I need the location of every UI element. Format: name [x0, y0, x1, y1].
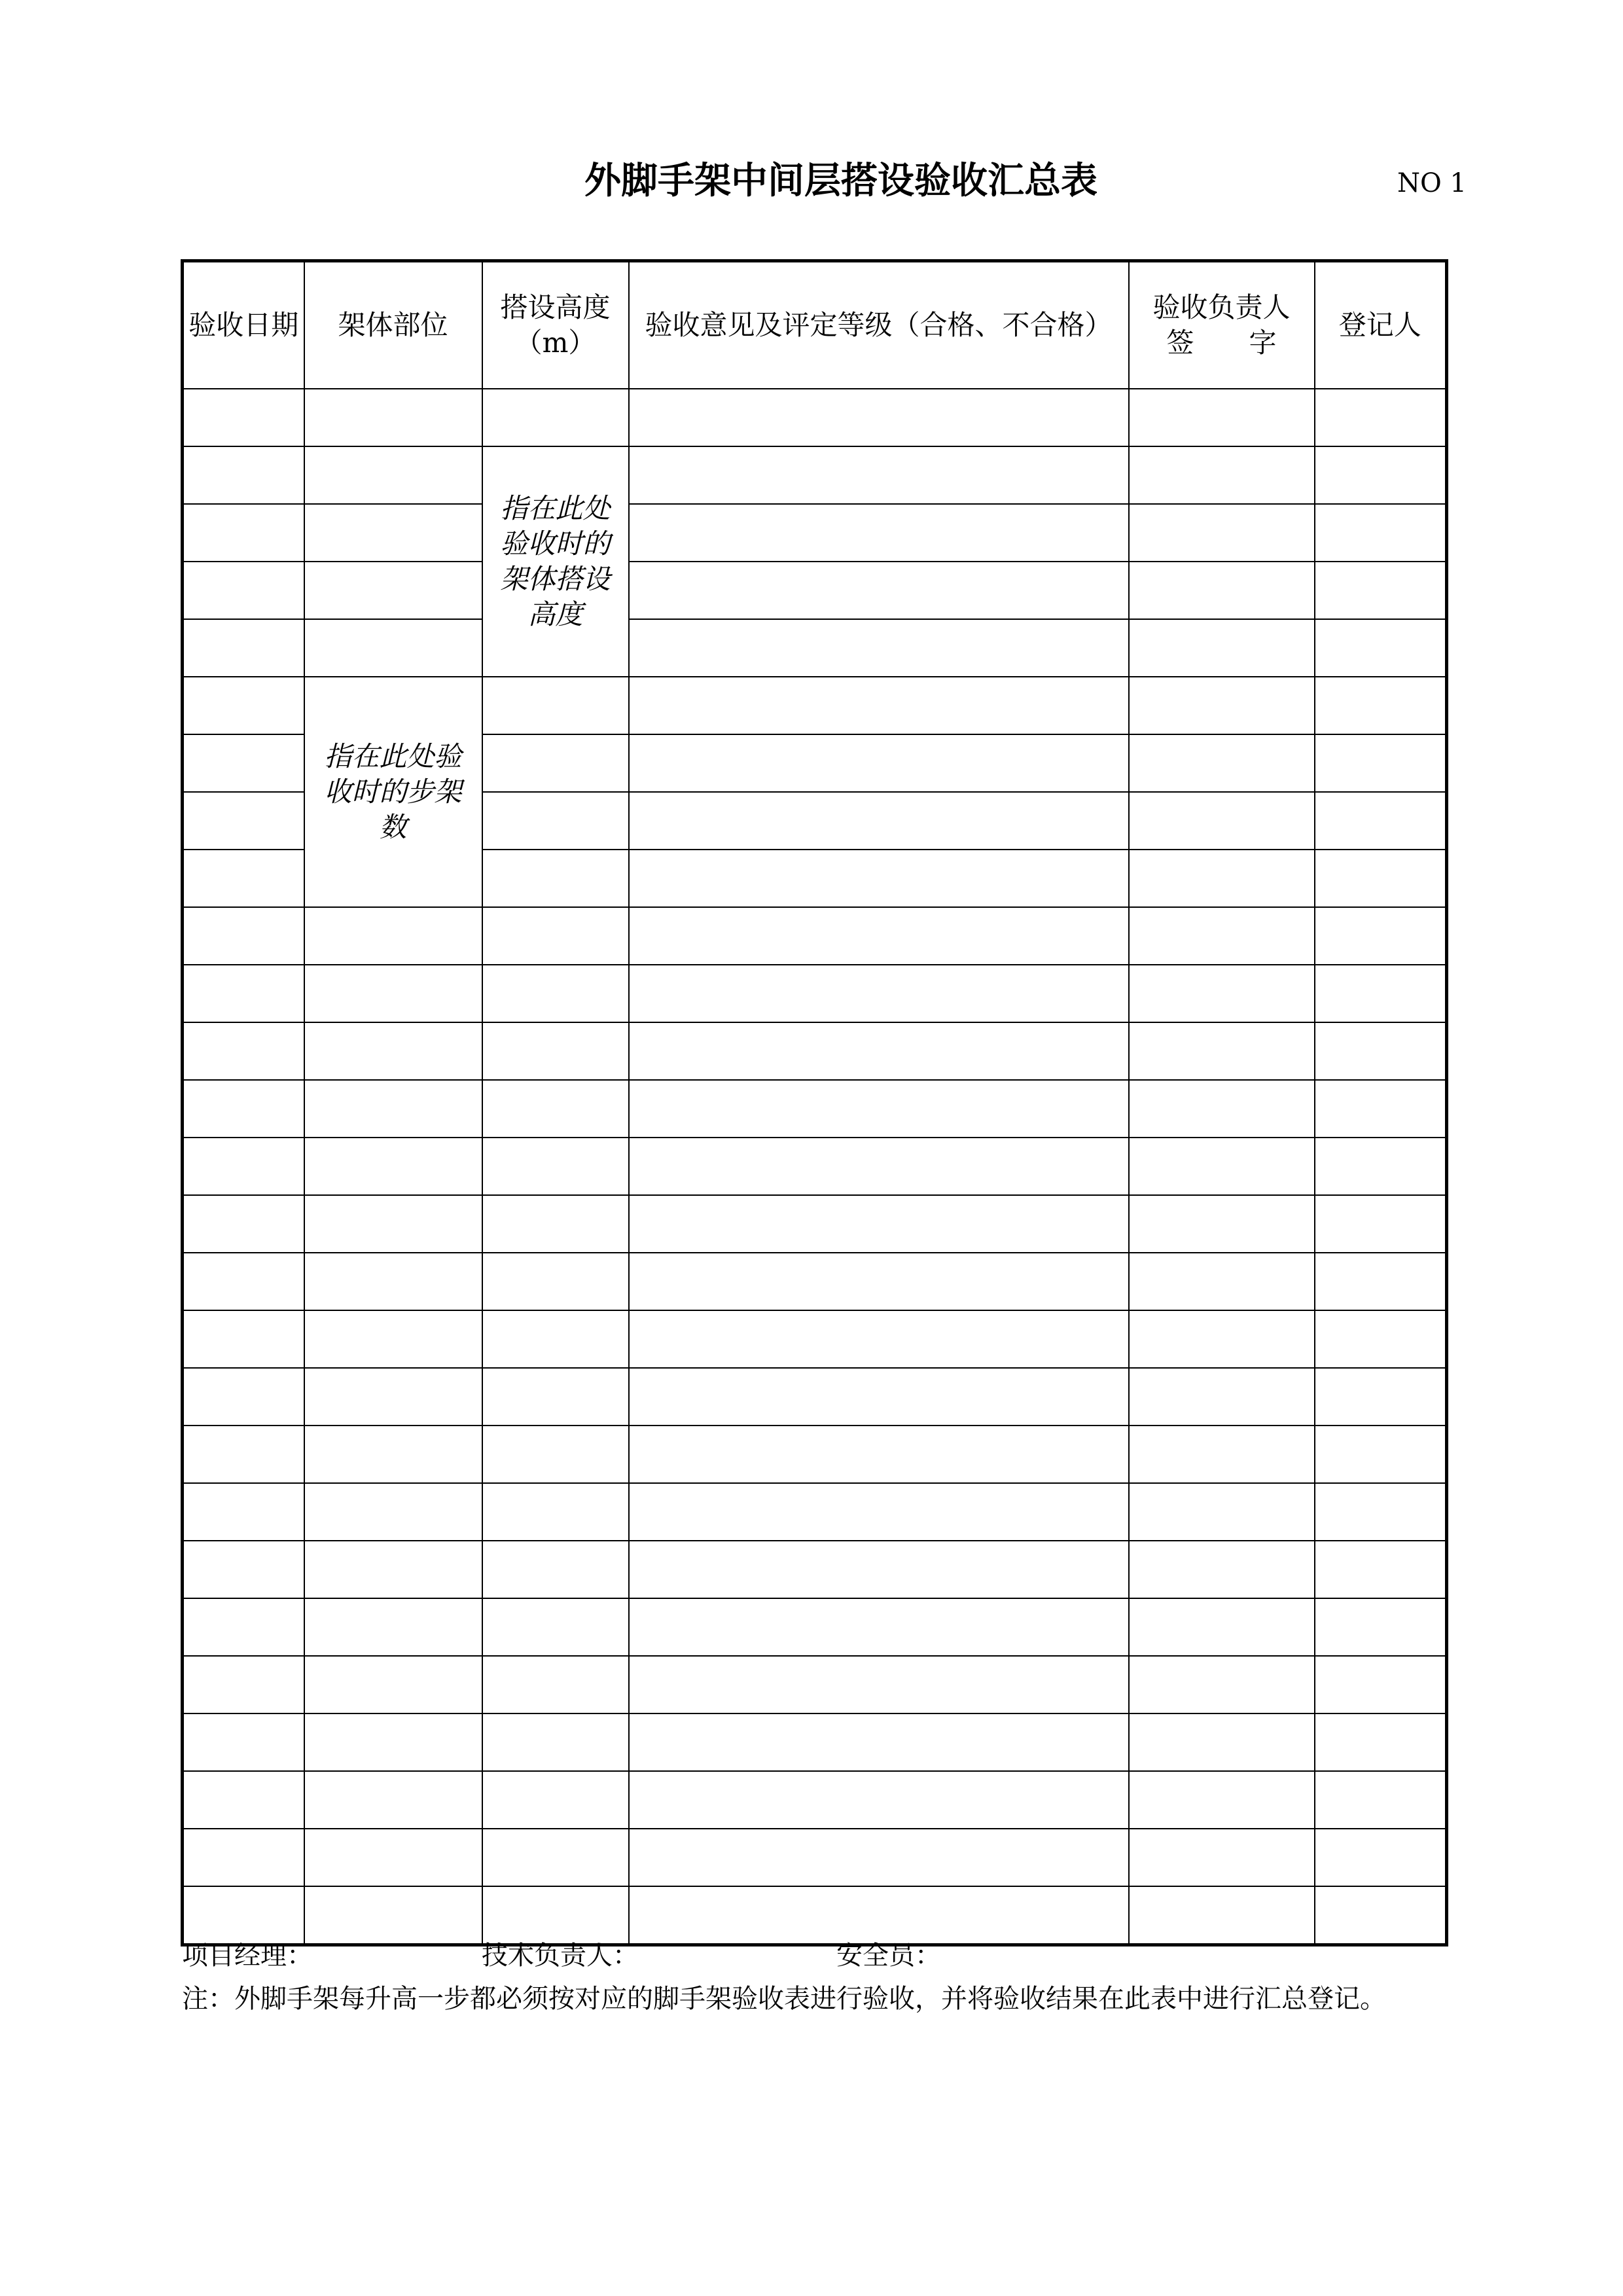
table-row [183, 1656, 1447, 1713]
table-cell[interactable] [629, 1368, 1129, 1426]
table-cell[interactable] [183, 1368, 304, 1426]
table-cell[interactable] [183, 734, 304, 792]
table-cell[interactable] [304, 1886, 482, 1945]
header-date: 验收日期 [183, 261, 304, 389]
table-row [183, 1080, 1447, 1138]
table-cell[interactable] [1315, 1598, 1447, 1656]
location-note-cell [304, 677, 482, 907]
table-cell[interactable] [1129, 1541, 1315, 1598]
table-cell[interactable] [482, 850, 629, 907]
table-row [183, 677, 1447, 734]
table-cell[interactable] [629, 1080, 1129, 1138]
table-cell[interactable] [183, 389, 304, 446]
table-cell[interactable] [629, 1426, 1129, 1483]
table-cell[interactable] [304, 446, 482, 504]
table-cell[interactable] [482, 1368, 629, 1426]
table-cell[interactable] [629, 562, 1129, 619]
table-cell[interactable] [1129, 1368, 1315, 1426]
table-cell[interactable] [1315, 1022, 1447, 1080]
table-cell[interactable] [1315, 734, 1447, 792]
table-cell[interactable] [304, 1022, 482, 1080]
table-cell[interactable] [183, 1195, 304, 1253]
table-cell[interactable] [1129, 389, 1315, 446]
table-cell[interactable] [304, 504, 482, 562]
project-manager-label: 项目经理： [182, 1941, 313, 1971]
table-cell[interactable] [183, 907, 304, 965]
summary-table [181, 259, 1448, 1946]
table-cell[interactable] [629, 446, 1129, 504]
table-cell[interactable] [304, 1426, 482, 1483]
table-cell[interactable] [1129, 1426, 1315, 1483]
table-cell[interactable] [1129, 1253, 1315, 1310]
table-cell[interactable] [304, 1368, 482, 1426]
table-cell[interactable] [304, 965, 482, 1022]
table-cell[interactable] [1129, 1771, 1315, 1829]
table-cell[interactable] [304, 1080, 482, 1138]
header-location: 架体部位 [304, 261, 482, 389]
table-row [183, 1829, 1447, 1886]
table-cell[interactable] [1129, 1483, 1315, 1541]
table-cell[interactable] [629, 1310, 1129, 1368]
table-cell[interactable] [304, 1829, 482, 1886]
table-cell[interactable] [1315, 850, 1447, 907]
table-cell[interactable] [482, 1022, 629, 1080]
table-cell[interactable] [183, 1310, 304, 1368]
table-row [183, 446, 1447, 504]
table-cell[interactable] [183, 1138, 304, 1195]
table-cell[interactable] [482, 965, 629, 1022]
table-cell[interactable] [1315, 562, 1447, 619]
table-cell[interactable] [1315, 1771, 1447, 1829]
table-cell[interactable] [482, 907, 629, 965]
table-cell[interactable] [1315, 1368, 1447, 1426]
table-cell[interactable] [1129, 1080, 1315, 1138]
table-cell[interactable] [482, 1253, 629, 1310]
table-cell[interactable] [629, 1541, 1129, 1598]
table-cell[interactable] [482, 1829, 629, 1886]
table-cell[interactable] [1129, 1829, 1315, 1886]
table-cell[interactable] [1315, 504, 1447, 562]
table-row [183, 1886, 1447, 1945]
table-row [183, 1713, 1447, 1771]
table-cell[interactable] [482, 1138, 629, 1195]
table-cell[interactable] [1315, 1426, 1447, 1483]
table-cell[interactable] [304, 619, 482, 677]
table-row [183, 619, 1447, 677]
table-cell[interactable] [482, 1598, 629, 1656]
tech-lead-label: 技术负责人： [482, 1941, 639, 1971]
table-cell[interactable] [183, 1080, 304, 1138]
table-cell[interactable] [1315, 619, 1447, 677]
table-cell[interactable] [482, 1713, 629, 1771]
table-cell[interactable] [1129, 1195, 1315, 1253]
header-height-unit: （m） [514, 327, 596, 359]
table-cell[interactable] [482, 677, 629, 734]
table-cell[interactable] [1129, 792, 1315, 850]
table-cell[interactable] [482, 792, 629, 850]
table-cell[interactable] [629, 619, 1129, 677]
table-cell[interactable] [629, 1483, 1129, 1541]
table-cell[interactable] [1129, 562, 1315, 619]
header-height-label: 搭设高度 [500, 291, 611, 323]
table-cell[interactable] [183, 1541, 304, 1598]
table-cell[interactable] [183, 504, 304, 562]
table-cell[interactable] [629, 792, 1129, 850]
table-cell[interactable] [629, 1771, 1129, 1829]
table-cell[interactable] [629, 389, 1129, 446]
table-cell[interactable] [1129, 850, 1315, 907]
table-cell[interactable] [482, 1771, 629, 1829]
table-cell[interactable] [183, 1656, 304, 1713]
table-row [183, 1195, 1447, 1253]
table-cell[interactable] [304, 389, 482, 446]
table-cell[interactable] [1129, 1310, 1315, 1368]
table-cell[interactable] [1315, 1253, 1447, 1310]
table-row [183, 1483, 1447, 1541]
table-cell[interactable] [183, 677, 304, 734]
header-registrar: 登记人 [1315, 261, 1447, 389]
table-cell[interactable] [1315, 1080, 1447, 1138]
table-cell[interactable] [629, 850, 1129, 907]
table-row [183, 1771, 1447, 1829]
table-cell[interactable] [629, 1195, 1129, 1253]
table-cell[interactable] [482, 1541, 629, 1598]
table-cell[interactable] [183, 1713, 304, 1771]
table-cell[interactable] [629, 1656, 1129, 1713]
table-cell[interactable] [1315, 1829, 1447, 1886]
table-cell[interactable] [482, 1310, 629, 1368]
table-cell[interactable] [629, 965, 1129, 1022]
table-cell[interactable] [304, 1771, 482, 1829]
table-cell[interactable] [304, 1656, 482, 1713]
header-signer [1129, 261, 1315, 389]
height-note: 指在此处验收时的架体搭设高度 [500, 492, 611, 630]
table-cell[interactable] [183, 619, 304, 677]
table-cell[interactable] [482, 1195, 629, 1253]
table-cell[interactable] [629, 907, 1129, 965]
table-row [183, 1022, 1447, 1080]
table-cell[interactable] [1315, 1138, 1447, 1195]
table-cell[interactable] [1129, 1713, 1315, 1771]
form-number: NO 1 [1397, 168, 1467, 198]
table-row [183, 1310, 1447, 1368]
table-cell[interactable] [183, 1598, 304, 1656]
table-cell[interactable] [1315, 446, 1447, 504]
table-cell[interactable] [629, 1022, 1129, 1080]
table-row [183, 965, 1447, 1022]
table-cell[interactable] [183, 850, 304, 907]
table-cell[interactable] [482, 1656, 629, 1713]
header-opinion: 验收意见及评定等级（合格、不合格） [629, 261, 1129, 389]
table-cell[interactable] [304, 907, 482, 965]
table-cell[interactable] [1315, 792, 1447, 850]
table-cell[interactable] [183, 562, 304, 619]
table-cell[interactable] [304, 1483, 482, 1541]
table-header-row [183, 261, 1447, 389]
table-cell[interactable] [1129, 1886, 1315, 1945]
table-cell[interactable] [629, 677, 1129, 734]
table-cell[interactable] [1129, 677, 1315, 734]
table-cell[interactable] [1315, 1713, 1447, 1771]
table-cell[interactable] [183, 792, 304, 850]
table-cell[interactable] [304, 562, 482, 619]
page-title: 外脚手架中间层搭设验收汇总表 [584, 159, 1097, 202]
header-signer-label: 验收负责人 [1152, 291, 1291, 323]
table-cell[interactable] [304, 1195, 482, 1253]
table-row [183, 1426, 1447, 1483]
table-cell[interactable] [1315, 389, 1447, 446]
table-cell[interactable] [304, 1598, 482, 1656]
table-cell[interactable] [1129, 734, 1315, 792]
table-cell[interactable] [304, 1253, 482, 1310]
table-row [183, 389, 1447, 446]
table-cell[interactable] [304, 1310, 482, 1368]
table-row [183, 1598, 1447, 1656]
table-cell[interactable] [482, 389, 629, 446]
table-cell[interactable] [1315, 1483, 1447, 1541]
table-cell[interactable] [482, 1080, 629, 1138]
table-row [183, 562, 1447, 619]
table-cell[interactable] [482, 734, 629, 792]
header-signer-sign: 签 字 [1166, 327, 1277, 359]
table-cell[interactable] [1315, 907, 1447, 965]
table-cell[interactable] [1315, 677, 1447, 734]
table-cell[interactable] [629, 504, 1129, 562]
table-cell[interactable] [1315, 1541, 1447, 1598]
table-cell[interactable] [1129, 504, 1315, 562]
table-cell[interactable] [1129, 1138, 1315, 1195]
table-cell[interactable] [183, 446, 304, 504]
footnote: 注：外脚手架每升高一步都必须按对应的脚手架验收表进行验收，并将验收结果在此表中进行汇总登记。 [182, 1984, 1386, 2014]
table-cell[interactable] [629, 1829, 1129, 1886]
table-row [183, 504, 1447, 562]
table-cell[interactable] [183, 1483, 304, 1541]
table-cell[interactable] [629, 1138, 1129, 1195]
table-cell[interactable] [183, 965, 304, 1022]
table-cell[interactable] [1129, 1598, 1315, 1656]
table-cell[interactable] [183, 1426, 304, 1483]
table-cell[interactable] [304, 1541, 482, 1598]
table-cell[interactable] [1315, 1195, 1447, 1253]
table-row [183, 1253, 1447, 1310]
table-cell[interactable] [1129, 1656, 1315, 1713]
table-cell[interactable] [1315, 965, 1447, 1022]
table-cell[interactable] [1129, 907, 1315, 965]
table-cell[interactable] [629, 1253, 1129, 1310]
header-height [482, 261, 629, 389]
table-row [183, 907, 1447, 965]
table-cell[interactable] [1129, 446, 1315, 504]
table-cell[interactable] [1315, 1886, 1447, 1945]
height-note-cell [482, 446, 629, 677]
table-cell[interactable] [629, 1713, 1129, 1771]
table-cell[interactable] [183, 1253, 304, 1310]
table-cell[interactable] [183, 1829, 304, 1886]
table-cell[interactable] [183, 1771, 304, 1829]
location-note: 指在此处验收时的步架数 [324, 740, 462, 843]
table-cell[interactable] [304, 1713, 482, 1771]
table-cell[interactable] [482, 1483, 629, 1541]
table-cell[interactable] [1315, 1656, 1447, 1713]
table-cell[interactable] [304, 1138, 482, 1195]
table-row [183, 1368, 1447, 1426]
table-cell[interactable] [629, 734, 1129, 792]
table-cell[interactable] [482, 1426, 629, 1483]
table-cell[interactable] [183, 1022, 304, 1080]
table-cell[interactable] [1129, 619, 1315, 677]
table-cell[interactable] [629, 1598, 1129, 1656]
safety-officer-label: 安全员： [836, 1941, 941, 1971]
table-cell[interactable] [1129, 965, 1315, 1022]
table-row [183, 1138, 1447, 1195]
table-cell[interactable] [1129, 1022, 1315, 1080]
table-row [183, 1541, 1447, 1598]
table-cell[interactable] [1315, 1310, 1447, 1368]
